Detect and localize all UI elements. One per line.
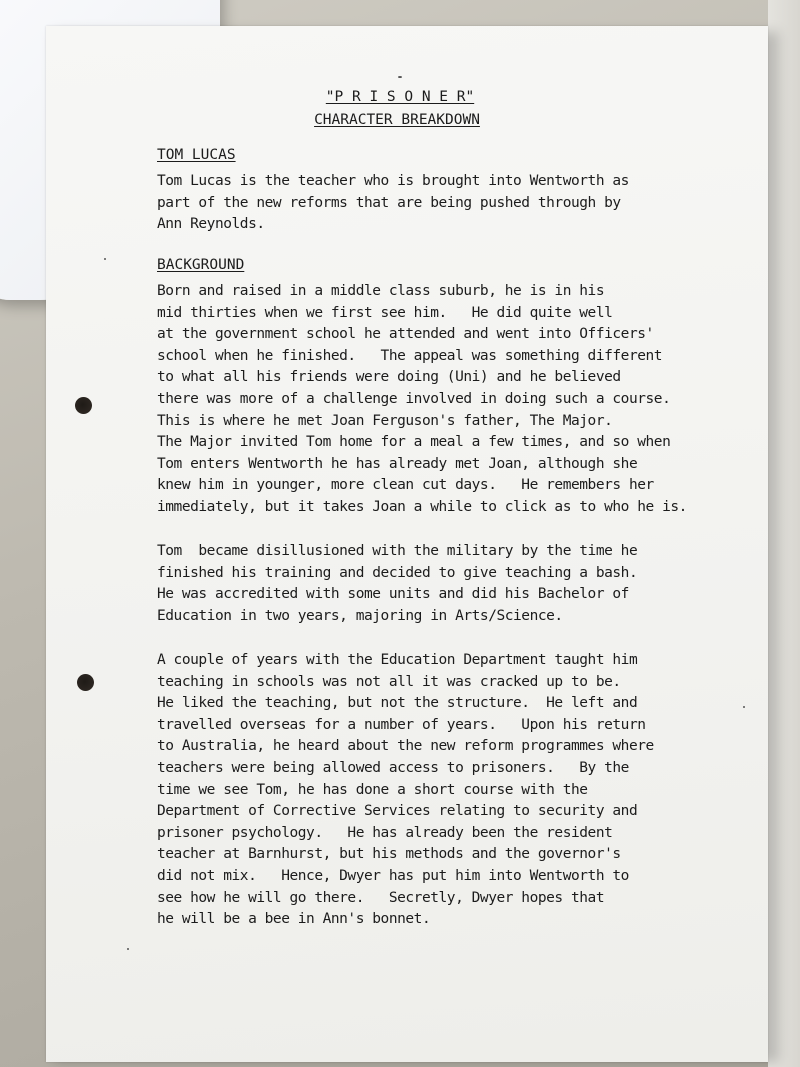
text-line: to Australia, he heard about the new reform programmes where (157, 738, 654, 755)
text-line: Tom Lucas is the teacher who is brought into Wentworth as (157, 173, 629, 189)
section-heading-tom-lucas: TOM LUCAS (157, 147, 236, 163)
text-line: Tom enters Wentworth he has already met Joan, although she (157, 455, 638, 472)
text-line: Ann Reynolds. (157, 216, 265, 233)
text-line: Department of Corrective Services relating to security and (157, 803, 638, 820)
text-line: Education in two years, majoring in Arts/Science. (157, 607, 563, 624)
punch-hole-icon (75, 397, 92, 414)
document-title: "P R I S O N E R" (325, 89, 475, 105)
text-line: teacher at Barnhurst, but his methods and the governor's (157, 846, 621, 863)
text-line: school when he finished. The appeal was something different (157, 347, 663, 364)
document-subtitle: CHARACTER BREAKDOWN (314, 112, 480, 128)
text-line: did not mix. Hence, Dwyer has put him into Wentworth to (157, 867, 629, 884)
text-line: mid thirties when we first see him. He did quite well (157, 304, 613, 321)
text-line: part of the new reforms that are being pushed through by (157, 194, 621, 211)
text-line: Tom became disillusioned with the military by the time he (157, 543, 638, 559)
text-line: at the government school he attended and went into Officers' (157, 326, 654, 343)
text-line: teachers were being allowed access to prisoners. By the (157, 759, 629, 776)
text-line: A couple of years with the Education Department taught him (157, 652, 638, 668)
text-line: This is where he met Joan Ferguson's father, The Major. (157, 412, 613, 429)
section-heading-background: BACKGROUND (157, 257, 245, 273)
text-line: to what all his friends were doing (Uni) and he believed (157, 369, 621, 386)
paper-speck (104, 258, 106, 260)
text-line: He liked the teaching, but not the structure. He left and (157, 695, 638, 712)
paper-speck (127, 948, 129, 950)
text-line: finished his training and decided to give teaching a bash. (157, 564, 638, 581)
text-line: travelled overseas for a number of years. Upon his return (157, 716, 646, 733)
paragraph-background-1 (157, 281, 717, 519)
text-line: teaching in schools was not all it was cracked up to be. (157, 673, 621, 690)
paper-speck (743, 706, 745, 708)
text-line: prisoner psychology. He has already been the resident (157, 824, 613, 841)
paragraph-background-3 (157, 650, 717, 931)
paper-speck (398, 76, 402, 78)
text-line: immediately, but it takes Joan a while to click as to who he is. (157, 498, 687, 515)
paragraph-background-2 (157, 541, 717, 627)
text-line: The Major invited Tom home for a meal a few times, and so when (157, 434, 671, 451)
text-line: there was more of a challenge involved in doing such a course. (157, 390, 671, 407)
text-line: he will be a bee in Ann's bonnet. (157, 911, 431, 928)
text-line: Born and raised in a middle class suburb, he is in his (157, 283, 605, 299)
text-line: see how he will go there. Secretly, Dwyer hopes that (157, 889, 605, 906)
punch-hole-icon (77, 674, 94, 691)
text-line: He was accredited with some units and did his Bachelor of (157, 586, 629, 603)
text-line: knew him in younger, more clean cut days. He remembers her (157, 477, 654, 494)
text-line: time we see Tom, he has done a short course with the (157, 781, 588, 798)
paragraph-intro (157, 171, 717, 236)
